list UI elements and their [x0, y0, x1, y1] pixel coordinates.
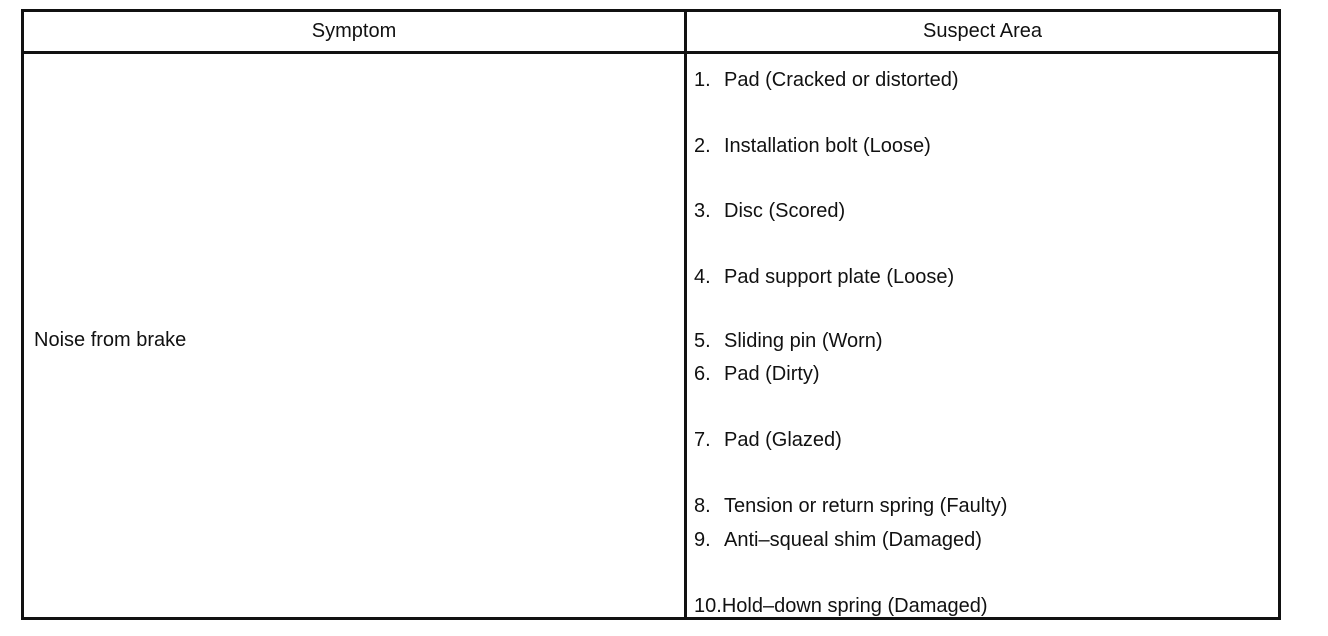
item-number: 6. — [694, 363, 711, 385]
item-number: 7. — [694, 429, 711, 451]
symptom-cell: Noise from brake — [34, 329, 187, 351]
suspect-item — [694, 594, 988, 618]
suspect-item — [694, 134, 931, 158]
header-symptom: Symptom — [311, 20, 397, 42]
suspect-item — [694, 199, 845, 223]
suspect-item — [694, 68, 959, 92]
item-text: Pad (Cracked or distorted) — [724, 69, 959, 91]
item-text: Pad (Dirty) — [724, 363, 820, 385]
item-number: 4. — [694, 266, 711, 288]
suspect-item — [694, 362, 820, 386]
item-number: 1. — [694, 69, 711, 91]
item-number: 2. — [694, 135, 711, 157]
item-text: Tension or return spring (Faulty) — [724, 495, 1008, 517]
item-number: 9. — [694, 529, 711, 551]
suspect-item — [694, 528, 982, 552]
header-suspect-area: Suspect Area — [923, 20, 1042, 42]
suspect-area-list — [694, 12, 1274, 617]
item-number: 5. — [694, 330, 711, 352]
item-number: 10. — [694, 595, 722, 617]
suspect-item — [694, 428, 842, 452]
item-text: Pad (Glazed) — [724, 429, 842, 451]
item-text: Anti–squeal shim (Damaged) — [724, 529, 982, 551]
item-text: Disc (Scored) — [724, 200, 846, 222]
item-text: Pad support plate (Loose) — [724, 266, 955, 288]
item-text: Sliding pin (Worn) — [724, 330, 883, 352]
suspect-item — [694, 265, 954, 289]
item-number: 8. — [694, 495, 711, 517]
column-divider — [684, 12, 687, 617]
item-text: Hold–down spring (Damaged) — [721, 595, 988, 617]
suspect-item — [694, 329, 883, 353]
symptom-table — [21, 9, 1281, 620]
suspect-item — [694, 494, 1007, 518]
item-text: Installation bolt (Loose) — [724, 135, 931, 157]
item-number: 3. — [694, 200, 711, 222]
